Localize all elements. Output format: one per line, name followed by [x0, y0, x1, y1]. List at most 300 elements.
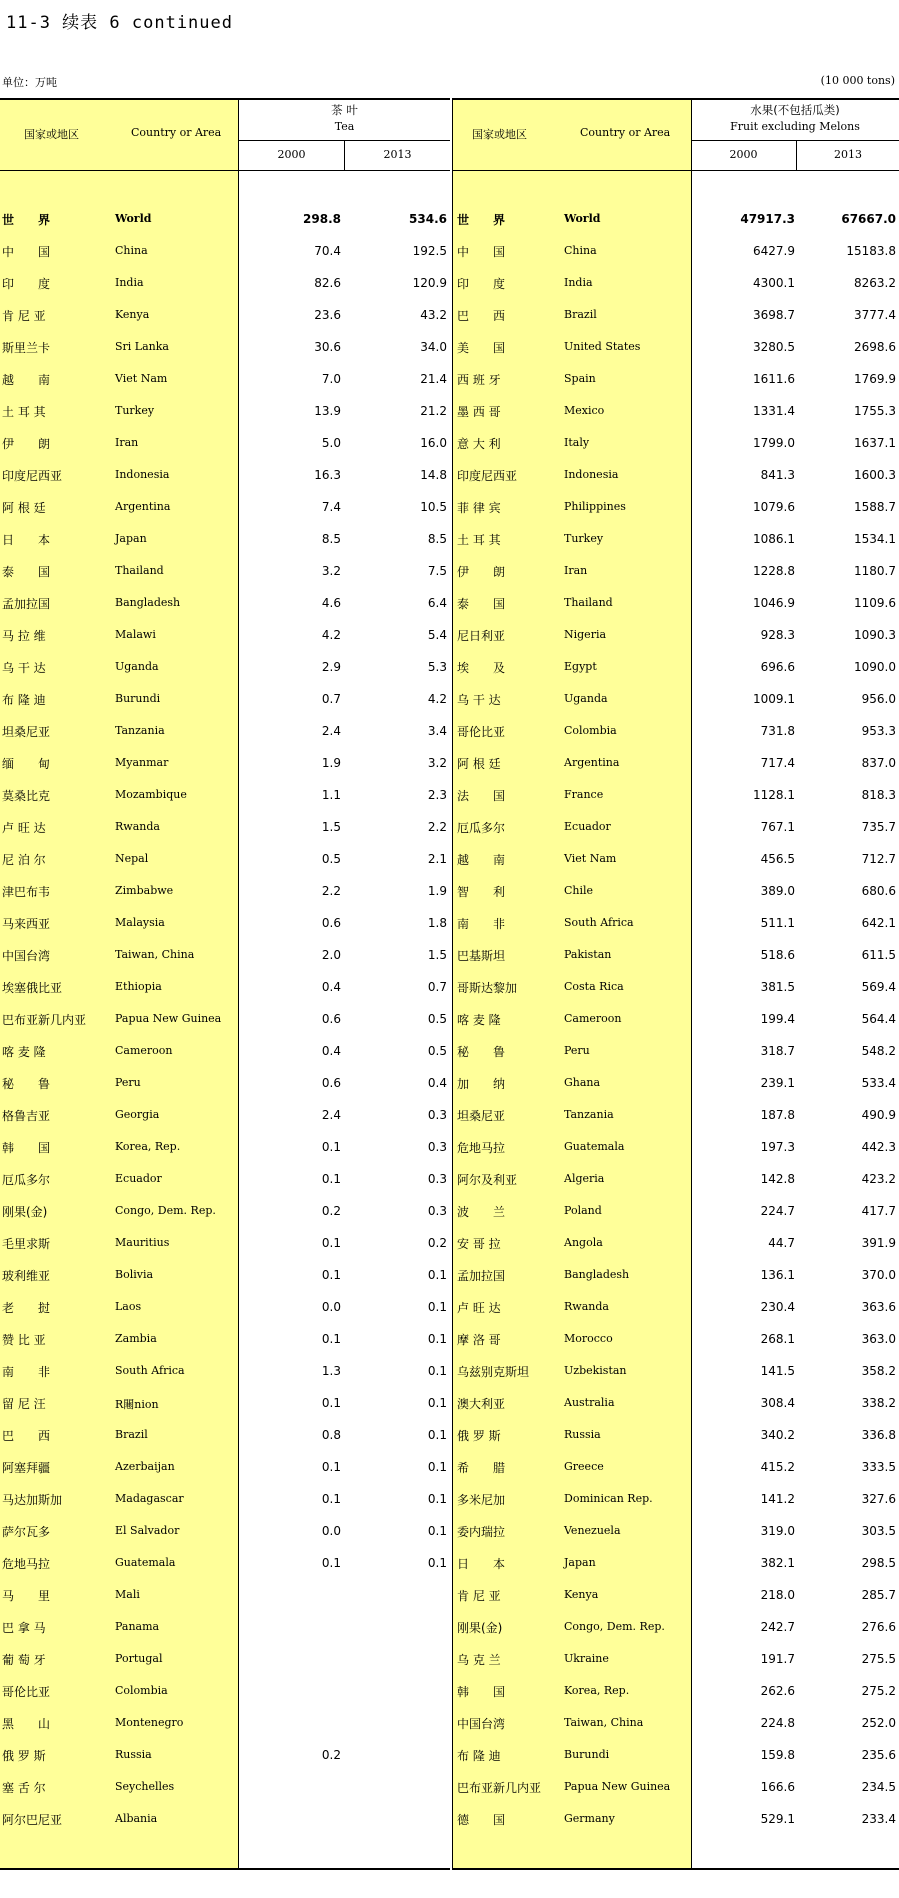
country-name-en: Nepal [115, 852, 149, 865]
value-2000: 0.1 [321, 1492, 341, 1506]
country-name-en: Egypt [564, 660, 597, 673]
value-2013: 1.5 [427, 948, 447, 962]
table-row [0, 586, 450, 618]
country-name-zh: 津巴布韦 [2, 885, 51, 899]
table-row [0, 1642, 450, 1674]
value-2000: 696.6 [760, 660, 795, 674]
table-row [452, 522, 899, 554]
value-2013: 67667.0 [841, 212, 896, 226]
table-row [0, 746, 450, 778]
value-2000: 4.6 [321, 596, 341, 610]
value-2000: 0.4 [321, 1044, 341, 1058]
country-name-zh: 巴 拿 马 [2, 1621, 46, 1635]
value-2000: 0.5 [321, 852, 341, 866]
country-name-en: Ukraine [564, 1652, 609, 1665]
value-2013: 14.8 [420, 468, 447, 482]
country-name-zh: 俄 罗 斯 [457, 1429, 501, 1443]
country-name-zh: 赞 比 亚 [2, 1333, 46, 1347]
country-name-zh: 印 度 [457, 277, 506, 291]
value-2013: 712.7 [861, 852, 896, 866]
value-2013: 0.3 [427, 1108, 447, 1122]
value-2000: 1.9 [321, 756, 341, 770]
table-row [0, 1354, 450, 1386]
table-row [452, 490, 899, 522]
value-2000: 1128.1 [753, 788, 795, 802]
country-name-en: France [564, 788, 604, 801]
value-2000: 4300.1 [753, 276, 795, 290]
value-2013: 363.6 [861, 1300, 896, 1314]
country-name-en: Seychelles [115, 1780, 175, 1793]
table-row [0, 1162, 450, 1194]
country-name-en: Brazil [115, 1428, 148, 1441]
fruit-table-header [452, 98, 899, 170]
table-row [0, 330, 450, 362]
value-2000: 242.7 [760, 1620, 795, 1634]
value-2013: 15183.8 [846, 244, 896, 258]
table-row [0, 1610, 450, 1642]
table-row [452, 330, 899, 362]
country-name-zh: 马 拉 维 [2, 629, 46, 643]
country-name-en: Malawi [115, 628, 156, 641]
value-2013: 1755.3 [854, 404, 896, 418]
country-name-en: Turkey [564, 532, 604, 545]
value-2013: 4.2 [427, 692, 447, 706]
value-2013: 252.0 [861, 1716, 896, 1730]
table-row [0, 394, 450, 426]
value-2000: 199.4 [760, 1012, 795, 1026]
country-name-en: El Salvador [115, 1524, 180, 1537]
table-row [452, 842, 899, 874]
country-name-en: Burundi [564, 1748, 610, 1761]
value-2013: 1090.3 [854, 628, 896, 642]
country-name-zh: 马 里 [2, 1589, 51, 1603]
value-2013: 0.1 [427, 1268, 447, 1282]
country-name-zh: 黑 山 [2, 1717, 51, 1731]
value-2013: 192.5 [412, 244, 447, 258]
country-name-en: Kenya [564, 1588, 599, 1601]
value-2013: 0.1 [427, 1428, 447, 1442]
country-name-zh: 格鲁吉亚 [2, 1109, 51, 1123]
country-name-zh: 埃塞俄比亚 [2, 981, 63, 995]
value-2013: 336.8 [861, 1428, 896, 1442]
table-row [0, 1194, 450, 1226]
value-2013: 818.3 [861, 788, 896, 802]
country-name-zh: 毛里求斯 [2, 1237, 51, 1251]
value-2013: 642.1 [861, 916, 896, 930]
table-row [0, 714, 450, 746]
country-name-en: R闀nion [115, 1398, 159, 1411]
country-name-en: Cameroon [564, 1012, 622, 1025]
value-2000: 7.0 [321, 372, 341, 386]
country-name-en: Uganda [115, 660, 159, 673]
table-row [452, 906, 899, 938]
country-name-en: Ghana [564, 1076, 601, 1089]
value-2000: 3280.5 [753, 340, 795, 354]
country-name-en: Tanzania [564, 1108, 614, 1121]
value-2013: 2.3 [427, 788, 447, 802]
value-2000: 1799.0 [753, 436, 795, 450]
country-name-zh: 土 耳 其 [2, 405, 46, 419]
table-row [452, 394, 899, 426]
country-name-en: Guatemala [115, 1556, 176, 1569]
country-name-zh: 危地马拉 [2, 1557, 51, 1571]
country-name-en: Viet Nam [564, 852, 617, 865]
country-name-zh: 刚果(金) [2, 1205, 48, 1219]
value-2000: 1611.6 [753, 372, 795, 386]
value-2000: 262.6 [760, 1684, 795, 1698]
value-2013: 423.2 [861, 1172, 896, 1186]
country-name-en: Bangladesh [115, 596, 181, 609]
country-name-zh: 葡 萄 牙 [2, 1653, 46, 1667]
country-name-zh: 法 国 [457, 789, 506, 803]
table-row [452, 1066, 899, 1098]
country-name-en: Mauritius [115, 1236, 170, 1249]
country-name-en: Iran [564, 564, 588, 577]
value-2000: 5.0 [321, 436, 341, 450]
header-year-2013: 2013 [383, 148, 412, 161]
value-2013: 0.1 [427, 1556, 447, 1570]
value-2000: 142.8 [760, 1172, 795, 1186]
table-row [0, 266, 450, 298]
table-row [0, 1802, 450, 1834]
value-2013: 1090.0 [854, 660, 896, 674]
value-2013: 2.2 [427, 820, 447, 834]
country-name-en: Congo, Dem. Rep. [115, 1204, 216, 1217]
header-year-2000: 2000 [277, 148, 306, 161]
country-name-zh: 伊 朗 [457, 565, 506, 579]
country-name-zh: 安 哥 拉 [457, 1237, 501, 1251]
value-2013: 1109.6 [854, 596, 896, 610]
tea-rows [0, 202, 450, 1834]
value-2000: 0.1 [321, 1460, 341, 1474]
value-2000: 187.8 [760, 1108, 795, 1122]
table-row [0, 298, 450, 330]
country-name-en: World [115, 212, 152, 225]
value-2000: 1079.6 [753, 500, 795, 514]
country-name-zh: 巴 西 [457, 309, 506, 323]
fruit-rows [452, 202, 899, 1834]
value-2013: 0.3 [427, 1172, 447, 1186]
country-name-en: Philippines [564, 500, 626, 513]
table-row [452, 746, 899, 778]
value-2000: 166.6 [760, 1780, 795, 1794]
country-name-en: Russia [564, 1428, 601, 1441]
value-2013: 3.4 [427, 724, 447, 738]
table-row [452, 362, 899, 394]
country-name-zh: 南 非 [2, 1365, 51, 1379]
country-name-en: Indonesia [564, 468, 619, 481]
country-name-en: South Africa [115, 1364, 185, 1377]
country-name-en: Argentina [115, 500, 171, 513]
country-name-en: Colombia [115, 1684, 168, 1697]
value-2000: 224.8 [760, 1716, 795, 1730]
value-2013: 298.5 [861, 1556, 896, 1570]
country-name-en: United States [564, 340, 641, 353]
country-name-en: Mozambique [115, 788, 187, 801]
country-name-zh: 乌 干 达 [2, 661, 46, 675]
value-2013: 0.4 [427, 1076, 447, 1090]
country-name-zh: 委内瑞拉 [457, 1525, 506, 1539]
country-name-zh: 孟加拉国 [2, 597, 51, 611]
table-row [0, 1130, 450, 1162]
country-name-zh: 留 尼 汪 [2, 1397, 46, 1411]
header-country-zh: 国家或地区 [24, 128, 79, 141]
table-row [0, 1514, 450, 1546]
value-2013: 234.5 [861, 1780, 896, 1794]
country-name-en: Burundi [115, 692, 161, 705]
value-2013: 1600.3 [854, 468, 896, 482]
country-name-en: China [564, 244, 597, 257]
country-name-en: China [115, 244, 148, 257]
value-2013: 953.3 [861, 724, 896, 738]
country-name-en: South Africa [564, 916, 634, 929]
value-2013: 10.5 [420, 500, 447, 514]
header-fruit-zh: 水果(不包括瓜类) [750, 103, 840, 117]
table-row [452, 1642, 899, 1674]
country-name-zh: 希 腊 [457, 1461, 506, 1475]
country-name-zh: 印 度 [2, 277, 51, 291]
country-name-zh: 厄瓜多尔 [457, 821, 506, 835]
country-name-en: Dominican Rep. [564, 1492, 653, 1505]
unit-label-en: (10 000 tons) [820, 74, 895, 87]
country-name-en: Montenegro [115, 1716, 184, 1729]
country-name-zh: 喀 麦 隆 [2, 1045, 46, 1059]
table-row [0, 810, 450, 842]
value-2013: 235.6 [861, 1748, 896, 1762]
country-name-en: Madagascar [115, 1492, 184, 1505]
value-2000: 0.2 [321, 1204, 341, 1218]
value-2000: 1.3 [321, 1364, 341, 1378]
header-fruit-en: Fruit excluding Melons [730, 120, 860, 133]
country-name-zh: 意 大 利 [457, 437, 501, 451]
value-2000: 30.6 [314, 340, 341, 354]
fruit-table [452, 98, 899, 1870]
table-row [452, 586, 899, 618]
country-name-en: Papua New Guinea [115, 1012, 222, 1025]
table-row [452, 202, 899, 234]
country-name-en: Bolivia [115, 1268, 154, 1281]
value-2013: 43.2 [420, 308, 447, 322]
country-name-zh: 印度尼西亚 [2, 469, 63, 483]
value-2000: 6427.9 [753, 244, 795, 258]
country-name-zh: 缅 甸 [2, 757, 51, 771]
table-row [452, 1578, 899, 1610]
value-2000: 44.7 [768, 1236, 795, 1250]
table-row [0, 1770, 450, 1802]
value-2013: 275.5 [861, 1652, 896, 1666]
value-2000: 230.4 [760, 1300, 795, 1314]
country-name-en: Japan [564, 1556, 596, 1569]
value-2000: 767.1 [760, 820, 795, 834]
country-name-zh: 坦桑尼亚 [2, 725, 51, 739]
value-2000: 1086.1 [753, 532, 795, 546]
country-name-en: Georgia [115, 1108, 160, 1121]
country-name-zh: 尼日利亚 [457, 629, 506, 643]
value-2013: 0.2 [427, 1236, 447, 1250]
country-name-en: Uzbekistan [564, 1364, 627, 1377]
value-2000: 381.5 [760, 980, 795, 994]
table-row [0, 1290, 450, 1322]
country-name-en: Spain [564, 372, 596, 385]
value-2000: 2.4 [321, 1108, 341, 1122]
table-row [0, 778, 450, 810]
value-2000: 0.0 [321, 1300, 341, 1314]
value-2013: 333.5 [861, 1460, 896, 1474]
country-name-zh: 刚果(金) [457, 1621, 503, 1635]
value-2000: 3698.7 [753, 308, 795, 322]
country-name-en: Peru [115, 1076, 141, 1089]
value-2013: 569.4 [861, 980, 896, 994]
country-name-zh: 多米尼加 [457, 1493, 506, 1507]
table-row [452, 650, 899, 682]
value-2000: 239.1 [760, 1076, 795, 1090]
country-name-zh: 乌 克 兰 [457, 1653, 501, 1667]
value-2013: 1637.1 [854, 436, 896, 450]
value-2000: 0.1 [321, 1236, 341, 1250]
value-2000: 218.0 [760, 1588, 795, 1602]
value-2013: 490.9 [861, 1108, 896, 1122]
country-name-en: Cameroon [115, 1044, 173, 1057]
value-2000: 224.7 [760, 1204, 795, 1218]
value-2000: 382.1 [760, 1556, 795, 1570]
table-row [452, 1738, 899, 1770]
value-2013: 276.6 [861, 1620, 896, 1634]
value-2000: 340.2 [760, 1428, 795, 1442]
country-name-en: Nigeria [564, 628, 607, 641]
country-name-zh: 伊 朗 [2, 437, 51, 451]
value-2013: 0.1 [427, 1332, 447, 1346]
country-name-zh: 阿尔巴尼亚 [2, 1813, 63, 1827]
country-name-en: World [564, 212, 601, 225]
value-2000: 2.0 [321, 948, 341, 962]
country-name-zh: 哥伦比亚 [457, 725, 506, 739]
country-name-en: Argentina [564, 756, 620, 769]
country-name-en: Albania [115, 1812, 158, 1825]
table-row [0, 1258, 450, 1290]
table-row [452, 810, 899, 842]
table-row [452, 1162, 899, 1194]
country-name-zh: 越 南 [457, 853, 506, 867]
country-name-zh: 澳大利亚 [457, 1397, 506, 1411]
table-row [452, 1354, 899, 1386]
table-row [452, 714, 899, 746]
value-2000: 928.3 [760, 628, 795, 642]
table-row [452, 938, 899, 970]
table-row [0, 682, 450, 714]
country-name-zh: 坦桑尼亚 [457, 1109, 506, 1123]
table-row [452, 1610, 899, 1642]
tea-table-header [0, 98, 450, 170]
value-2000: 197.3 [760, 1140, 795, 1154]
value-2013: 285.7 [861, 1588, 896, 1602]
value-2000: 8.5 [321, 532, 341, 546]
country-name-zh: 俄 罗 斯 [2, 1749, 46, 1763]
table-row [0, 1706, 450, 1738]
value-2013: 21.2 [420, 404, 447, 418]
country-name-en: Zambia [115, 1332, 157, 1345]
table-row [452, 1002, 899, 1034]
value-2013: 363.0 [861, 1332, 896, 1346]
value-2000: 529.1 [760, 1812, 795, 1826]
table-row [452, 234, 899, 266]
value-2013: 16.0 [420, 436, 447, 450]
table-row [452, 458, 899, 490]
table-row [0, 1738, 450, 1770]
value-2013: 837.0 [861, 756, 896, 770]
country-name-zh: 乌 干 达 [457, 693, 501, 707]
country-name-en: Indonesia [115, 468, 170, 481]
value-2000: 308.4 [760, 1396, 795, 1410]
table-row [0, 362, 450, 394]
value-2000: 319.0 [760, 1524, 795, 1538]
country-name-en: Ecuador [115, 1172, 162, 1185]
table-row [452, 1770, 899, 1802]
country-name-en: Tanzania [115, 724, 165, 737]
country-name-en: Panama [115, 1620, 160, 1633]
value-2013: 0.5 [427, 1044, 447, 1058]
country-name-zh: 巴布亚新几内亚 [2, 1013, 87, 1027]
country-name-zh: 中 国 [2, 245, 51, 259]
value-2013: 564.4 [861, 1012, 896, 1026]
country-name-zh: 德 国 [457, 1813, 506, 1827]
table-row [452, 682, 899, 714]
value-2000: 141.2 [760, 1492, 795, 1506]
value-2013: 1769.9 [854, 372, 896, 386]
table-row [452, 1706, 899, 1738]
value-2013: 5.4 [427, 628, 447, 642]
country-name-en: India [564, 276, 593, 289]
value-2013: 233.4 [861, 1812, 896, 1826]
value-2013: 2698.6 [854, 340, 896, 354]
value-2000: 298.8 [303, 212, 341, 226]
country-name-zh: 世 界 [2, 213, 51, 227]
country-name-zh: 孟加拉国 [457, 1269, 506, 1283]
value-2000: 2.2 [321, 884, 341, 898]
country-name-zh: 阿塞拜疆 [2, 1461, 51, 1475]
country-name-zh: 中国台湾 [457, 1717, 506, 1731]
table-row [452, 1194, 899, 1226]
country-name-en: Taiwan, China [115, 948, 195, 961]
value-2000: 731.8 [760, 724, 795, 738]
value-2013: 5.3 [427, 660, 447, 674]
country-name-en: Guatemala [564, 1140, 625, 1153]
value-2013: 0.5 [427, 1012, 447, 1026]
country-name-zh: 萨尔瓦多 [2, 1525, 51, 1539]
table-row [0, 1034, 450, 1066]
country-name-zh: 阿尔及利亚 [457, 1173, 518, 1187]
page-title: 11-3 续表 6 continued [6, 13, 233, 33]
value-2000: 717.4 [760, 756, 795, 770]
table-row [0, 1482, 450, 1514]
tea-table [0, 98, 450, 1870]
value-2013: 0.1 [427, 1364, 447, 1378]
table-row [0, 1002, 450, 1034]
country-name-en: Algeria [564, 1172, 605, 1185]
country-name-en: Poland [564, 1204, 602, 1217]
table-row [0, 1066, 450, 1098]
value-2000: 0.2 [321, 1748, 341, 1762]
table-row [0, 554, 450, 586]
value-2000: 1.1 [321, 788, 341, 802]
value-2000: 0.1 [321, 1140, 341, 1154]
country-name-zh: 印度尼西亚 [457, 469, 518, 483]
value-2013: 8263.2 [854, 276, 896, 290]
country-name-en: Mexico [564, 404, 605, 417]
country-name-zh: 摩 洛 哥 [457, 1333, 501, 1347]
value-2000: 0.1 [321, 1268, 341, 1282]
table-row [452, 1546, 899, 1578]
country-name-en: Papua New Guinea [564, 1780, 671, 1793]
